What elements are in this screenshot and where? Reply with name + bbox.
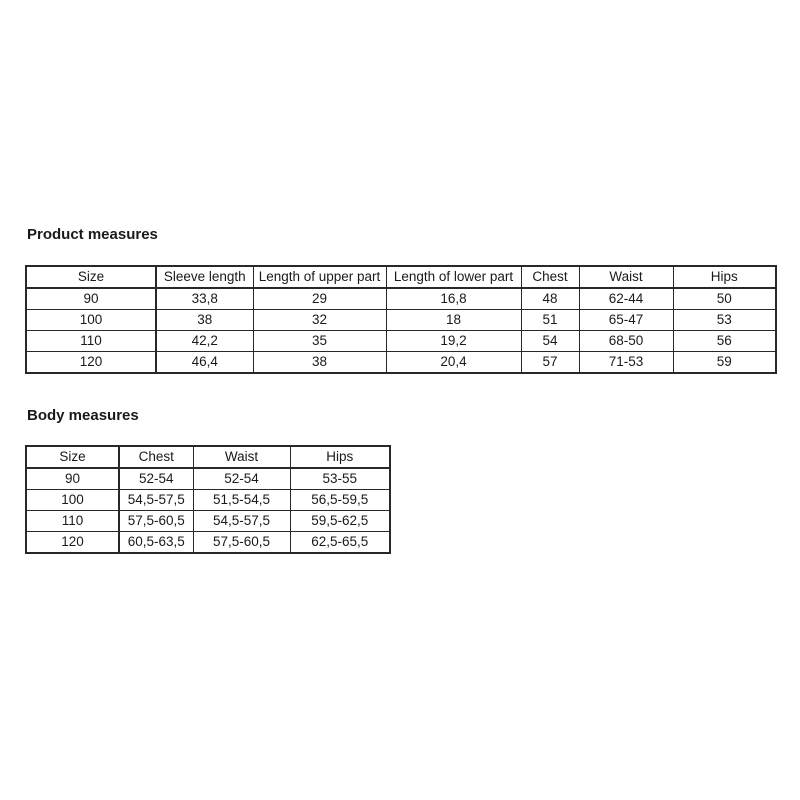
body-measures-table xyxy=(25,445,391,554)
table-cell: 53-55 xyxy=(290,468,390,490)
table-row xyxy=(26,310,776,331)
column-header-sleeve-length: Sleeve length xyxy=(156,266,253,288)
column-header-size: Size xyxy=(26,266,156,288)
table-cell: 29 xyxy=(253,288,386,310)
table-cell: 68-50 xyxy=(579,331,673,352)
column-header-chest: Chest xyxy=(521,266,579,288)
table-cell: 57,5-60,5 xyxy=(119,511,193,532)
column-header-chest: Chest xyxy=(119,446,193,468)
column-header-waist: Waist xyxy=(579,266,673,288)
product-measures-table xyxy=(25,265,777,374)
table-cell: 35 xyxy=(253,331,386,352)
table-cell: 50 xyxy=(673,288,776,310)
table-cell: 100 xyxy=(26,310,156,331)
table-cell: 100 xyxy=(26,490,119,511)
table-cell: 120 xyxy=(26,532,119,554)
table-cell: 71-53 xyxy=(579,352,673,374)
table-row xyxy=(26,468,390,490)
table-cell: 42,2 xyxy=(156,331,253,352)
body-measures-title: Body measures xyxy=(27,407,139,424)
table-cell: 56 xyxy=(673,331,776,352)
table-cell: 51 xyxy=(521,310,579,331)
table-row xyxy=(26,490,390,511)
table-header-row xyxy=(26,446,390,468)
column-header-waist: Waist xyxy=(193,446,290,468)
column-header-length-upper-part: Length of upper part xyxy=(253,266,386,288)
table-cell: 54,5-57,5 xyxy=(119,490,193,511)
table-cell: 52-54 xyxy=(119,468,193,490)
column-header-size: Size xyxy=(26,446,119,468)
table-cell: 19,2 xyxy=(386,331,521,352)
table-cell: 53 xyxy=(673,310,776,331)
column-header-hips: Hips xyxy=(673,266,776,288)
table-cell: 57 xyxy=(521,352,579,374)
table-cell: 51,5-54,5 xyxy=(193,490,290,511)
column-header-hips: Hips xyxy=(290,446,390,468)
product-measures-title: Product measures xyxy=(27,226,158,243)
table-cell: 54 xyxy=(521,331,579,352)
table-cell: 48 xyxy=(521,288,579,310)
table-cell: 59,5-62,5 xyxy=(290,511,390,532)
table-cell: 65-47 xyxy=(579,310,673,331)
table-cell: 57,5-60,5 xyxy=(193,532,290,554)
table-cell: 120 xyxy=(26,352,156,374)
table-cell: 110 xyxy=(26,331,156,352)
table-row xyxy=(26,511,390,532)
table-cell: 110 xyxy=(26,511,119,532)
table-cell: 90 xyxy=(26,288,156,310)
table-cell: 46,4 xyxy=(156,352,253,374)
table-row xyxy=(26,331,776,352)
table-cell: 38 xyxy=(156,310,253,331)
table-cell: 32 xyxy=(253,310,386,331)
table-cell: 20,4 xyxy=(386,352,521,374)
table-cell: 62,5-65,5 xyxy=(290,532,390,554)
table-cell: 52-54 xyxy=(193,468,290,490)
table-cell: 16,8 xyxy=(386,288,521,310)
table-cell: 90 xyxy=(26,468,119,490)
table-cell: 62-44 xyxy=(579,288,673,310)
table-cell: 38 xyxy=(253,352,386,374)
table-row xyxy=(26,532,390,554)
table-cell: 59 xyxy=(673,352,776,374)
column-header-length-lower-part: Length of lower part xyxy=(386,266,521,288)
table-cell: 56,5-59,5 xyxy=(290,490,390,511)
table-cell: 18 xyxy=(386,310,521,331)
table-cell: 54,5-57,5 xyxy=(193,511,290,532)
table-cell: 33,8 xyxy=(156,288,253,310)
table-header-row xyxy=(26,266,776,288)
table-row xyxy=(26,288,776,310)
table-cell: 60,5-63,5 xyxy=(119,532,193,554)
table-row xyxy=(26,352,776,374)
